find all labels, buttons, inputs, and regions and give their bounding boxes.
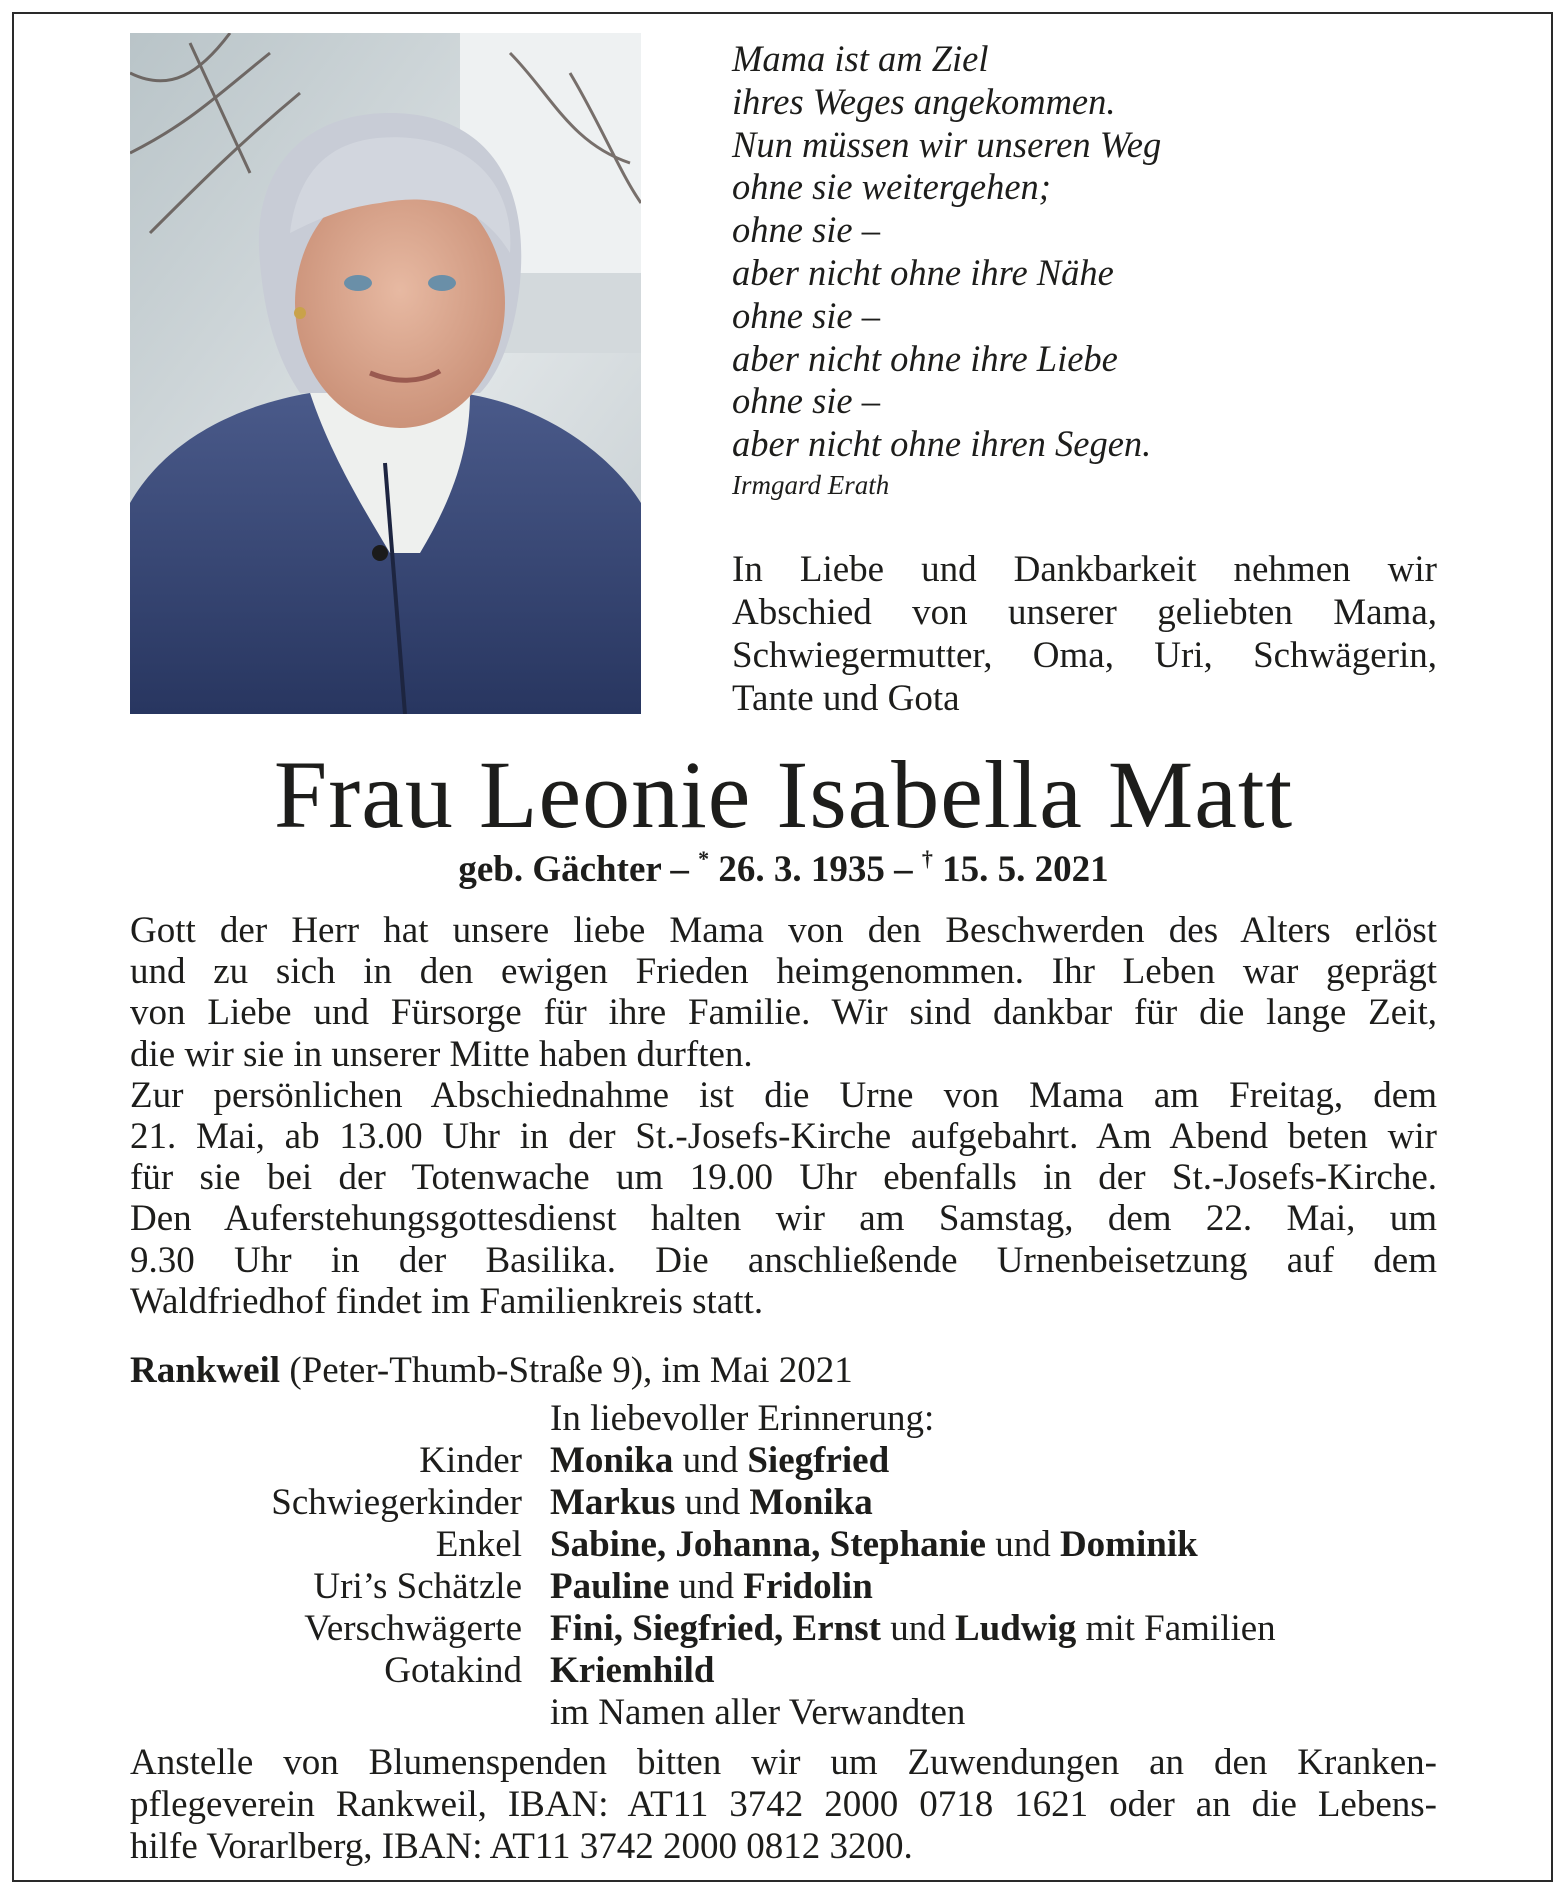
mourner-names	[550, 1440, 1440, 1482]
body-line: 9.30 Uhr in der Basilika. Die anschließende Urnenbeisetzung auf dem	[130, 1239, 1437, 1281]
mourner-name: Markus	[550, 1482, 676, 1523]
body-line: für sie bei der Totenwache um 19.00 Uhr ebenfalls in der St.-Josefs-Kirche.	[130, 1157, 1437, 1199]
intro-line: Schwiegermutter, Oma, Uri, Schwägerin,	[732, 635, 1437, 676]
mourner-relation: Verschwägerte	[304, 1608, 522, 1649]
body-line: von Liebe und Fürsorge für ihre Familie. Wir sind dankbar für die lange Zeit,	[130, 992, 1437, 1034]
poem-line: ohne sie –	[732, 209, 880, 251]
mourner-row	[130, 1440, 1440, 1482]
mourner-row	[130, 1650, 1440, 1692]
mourner-row	[130, 1482, 1440, 1524]
poem-line: Mama ist am Ziel	[732, 38, 989, 79]
mourner-name: Pauline	[550, 1566, 670, 1607]
body-line: Zur persönlichen Abschiednahme ist die Urne von Mama am Freitag, dem	[130, 1074, 1437, 1116]
donation-note	[130, 1742, 1437, 1868]
date-separator: –	[661, 849, 699, 890]
deceased-name: Frau Leonie Isabella Matt	[273, 741, 1294, 848]
mourner-name: Monika	[550, 1440, 674, 1481]
mourner-connector: und	[880, 1608, 955, 1649]
place-town: Rankweil	[130, 1350, 281, 1391]
birth-symbol: *	[698, 846, 710, 871]
mourner-row	[130, 1608, 1440, 1650]
body-line: und zu sich in den ewigen Frieden heimgenommen. Ihr Leben war geprägt	[130, 951, 1437, 993]
poem	[732, 38, 1432, 466]
intro-line: Tante und Gota	[732, 678, 960, 719]
mourners-list	[130, 1398, 1440, 1734]
mourner-row	[130, 1566, 1440, 1608]
body-line: 21. Mai, ab 13.00 Uhr in der St.-Josefs-Kirche aufgebahrt. Am Abend beten wir	[130, 1116, 1437, 1158]
body-line: Gott der Herr hat unsere liebe Mama von den Beschwerden des Alters erlöst	[130, 910, 1437, 951]
mourners-closing: im Namen aller Verwandten	[550, 1692, 966, 1733]
mourner-name: Fini, Siegfried, Ernst	[550, 1608, 881, 1649]
mourner-name: Ludwig	[954, 1608, 1077, 1649]
mourner-connector: mit Familien	[1076, 1608, 1276, 1649]
death-symbol: †	[921, 846, 933, 871]
place-address: (Peter-Thumb-Straße 9), im Mai 2021	[280, 1350, 853, 1391]
mourner-relation: Schwiegerkinder	[271, 1482, 522, 1523]
mourner-name: Siegfried	[747, 1440, 890, 1481]
mourner-name: Monika	[749, 1482, 873, 1523]
poem-line: Nun müssen wir unseren Weg	[732, 123, 1162, 165]
mourner-names	[550, 1482, 1440, 1524]
poem-line: aber nicht ohne ihre Liebe	[732, 337, 1118, 379]
mourner-names	[550, 1566, 1440, 1608]
mourner-relation: Kinder	[419, 1440, 522, 1481]
mourner-names	[550, 1524, 1440, 1566]
mourner-connector: und	[669, 1566, 744, 1607]
poem-line: aber nicht ohne ihren Segen.	[732, 423, 1152, 465]
mourner-name: Sabine, Johanna, Stephanie	[550, 1524, 986, 1565]
mourner-relation: Uri’s Schätzle	[313, 1566, 522, 1607]
life-dates	[0, 848, 1567, 891]
poem-line: aber nicht ohne ihre Nähe	[732, 251, 1114, 293]
body-line: Waldfriedhof findet im Familienkreis statt.	[130, 1280, 764, 1322]
body-line: die wir sie in unserer Mitte haben durften.	[130, 1033, 753, 1075]
mourner-row	[130, 1524, 1440, 1566]
mourner-name: Kriemhild	[550, 1650, 715, 1691]
poem-line: ohne sie –	[732, 380, 880, 422]
intro-line: In Liebe und Dankbarkeit nehmen wir	[732, 549, 1437, 590]
birth-date: 26. 3. 1935	[709, 849, 885, 890]
date-separator: –	[884, 849, 922, 890]
footer-line: hilfe Vorarlberg, IBAN: AT11 3742 2000 0812 3200.	[130, 1826, 913, 1867]
mourners-closing-row	[130, 1692, 1440, 1734]
body-line: Den Auferstehungsgottesdienst halten wir am Samstag, dem 22. Mai, um	[130, 1198, 1437, 1240]
mourner-names	[550, 1608, 1440, 1650]
mourner-names	[550, 1650, 1440, 1692]
mourner-connector: und	[985, 1524, 1060, 1565]
poem-line: ihres Weges angekommen.	[732, 80, 1116, 122]
intro-line: Abschied von unserer geliebten Mama,	[732, 592, 1437, 633]
poem-line: ohne sie weitergehen;	[732, 166, 1051, 208]
intro-text	[732, 548, 1437, 720]
place-date	[130, 1349, 853, 1392]
mourners-heading-row	[130, 1398, 1440, 1440]
portrait-photo	[130, 33, 641, 714]
mourner-name: Dominik	[1059, 1524, 1198, 1565]
footer-line: pflegeverein Rankweil, IBAN: AT11 3742 2000 0718 1621 oder an die Lebens-	[130, 1784, 1437, 1825]
mourner-connector: und	[673, 1440, 748, 1481]
mourner-relation: Gotakind	[384, 1650, 522, 1691]
maiden-name: geb. Gächter	[458, 849, 662, 890]
poem-line: ohne sie –	[732, 294, 880, 336]
announcement-body	[130, 910, 1437, 1322]
death-date: 15. 5. 2021	[932, 849, 1109, 890]
mourners-heading: In liebevoller Erinnerung:	[550, 1398, 935, 1439]
mourner-relation: Enkel	[435, 1524, 522, 1565]
poem-author: Irmgard Erath	[732, 470, 890, 500]
mourner-connector: und	[675, 1482, 750, 1523]
mourner-name: Fridolin	[743, 1566, 873, 1607]
footer-line: Anstelle von Blumenspenden bitten wir um Zuwendungen an den Kranken-	[130, 1742, 1437, 1783]
